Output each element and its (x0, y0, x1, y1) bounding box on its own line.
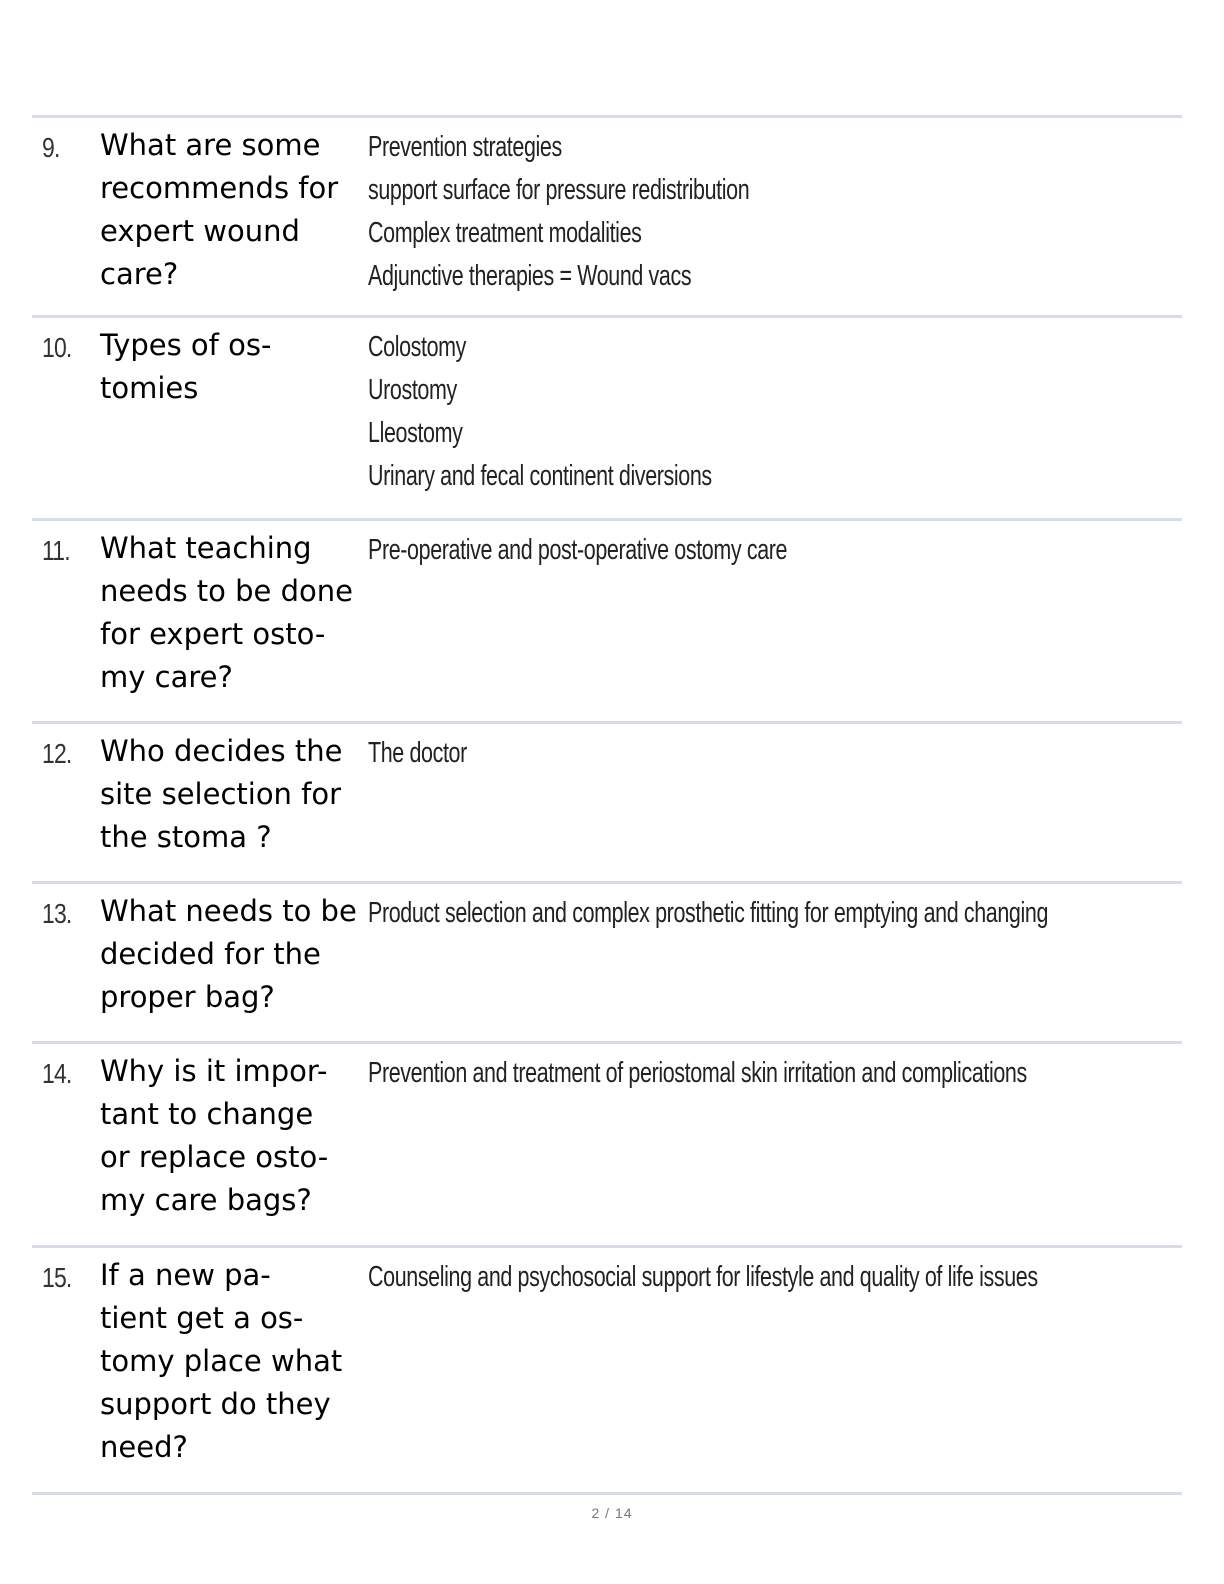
card-definition (368, 529, 1168, 572)
term-line: support do they (100, 1387, 331, 1421)
flashcard-list (32, 115, 1182, 1495)
card-definition (368, 1052, 1168, 1095)
term-line: site selection for (100, 777, 342, 811)
term-line: Types of os- (100, 328, 272, 362)
card-term (100, 890, 368, 1019)
definition-line: Prevention strategies (368, 131, 562, 163)
term-line: Who decides the (100, 734, 343, 768)
card-term (100, 730, 368, 859)
definition-line: The doctor (368, 737, 467, 769)
definition-line: Counseling and psychosocial support for lifestyle and quality of life issues (368, 1261, 1038, 1293)
card-number: 11. (42, 535, 70, 566)
term-line: tomies (100, 371, 199, 405)
definition-line: Prevention and treatment of periostomal skin irritation and complications (368, 1057, 1027, 1089)
term-line: needs to be done (100, 574, 353, 608)
definition-line: Urostomy (368, 374, 457, 406)
card-number: 13. (42, 898, 72, 929)
term-line: my care? (100, 660, 233, 694)
definition-line: Product selection and complex prosthetic fitting for emptying and changing (368, 897, 1049, 929)
card-term (100, 1050, 368, 1222)
definition-line: Colostomy (368, 331, 467, 363)
card-number: 10. (42, 332, 72, 363)
term-line: What are some (100, 128, 321, 162)
card-12 (32, 724, 1182, 884)
page-indicator: 2 / 14 (591, 1505, 633, 1521)
card-definition (368, 732, 1168, 775)
term-line: care? (100, 257, 179, 291)
term-line: What teaching (100, 531, 312, 565)
term-line: What needs to be (100, 894, 357, 928)
term-line: need? (100, 1430, 188, 1464)
card-definition (368, 892, 1168, 935)
card-15 (32, 1248, 1182, 1495)
card-11 (32, 521, 1182, 724)
term-line: Why is it impor- (100, 1054, 328, 1088)
card-14 (32, 1044, 1182, 1248)
card-number: 14. (42, 1058, 72, 1089)
card-definition (368, 326, 1168, 498)
definition-line: Urinary and fecal continent diversions (368, 460, 712, 492)
term-line: tient get a os- (100, 1301, 304, 1335)
card-definition (368, 1256, 1168, 1299)
card-number: 15. (42, 1262, 72, 1293)
card-term (100, 1254, 368, 1469)
term-line: If a new pa- (100, 1258, 271, 1292)
definition-line: Adjunctive therapies = Wound vacs (368, 260, 692, 292)
card-term (100, 324, 368, 410)
definition-line: Lleostomy (368, 417, 463, 449)
term-line: tomy place what (100, 1344, 343, 1378)
term-line: recommends for (100, 171, 339, 205)
term-line: for expert osto- (100, 617, 326, 651)
term-line: proper bag? (100, 980, 275, 1014)
definition-line: support surface for pressure redistribution (368, 174, 750, 206)
card-term (100, 124, 368, 296)
card-13 (32, 884, 1182, 1044)
card-number: 12. (42, 738, 72, 769)
card-10 (32, 318, 1182, 521)
term-line: my care bags? (100, 1183, 312, 1217)
card-number: 9. (42, 132, 60, 163)
term-line: expert wound (100, 214, 300, 248)
term-line: the stoma ? (100, 820, 272, 854)
card-9 (32, 118, 1182, 318)
term-line: tant to change (100, 1097, 314, 1131)
term-line: or replace osto- (100, 1140, 329, 1174)
term-line: decided for the (100, 937, 321, 971)
definition-line: Complex treatment modalities (368, 217, 642, 249)
card-definition (368, 126, 1168, 298)
card-term (100, 527, 368, 699)
definition-line: Pre-operative and post-operative ostomy care (368, 534, 788, 566)
